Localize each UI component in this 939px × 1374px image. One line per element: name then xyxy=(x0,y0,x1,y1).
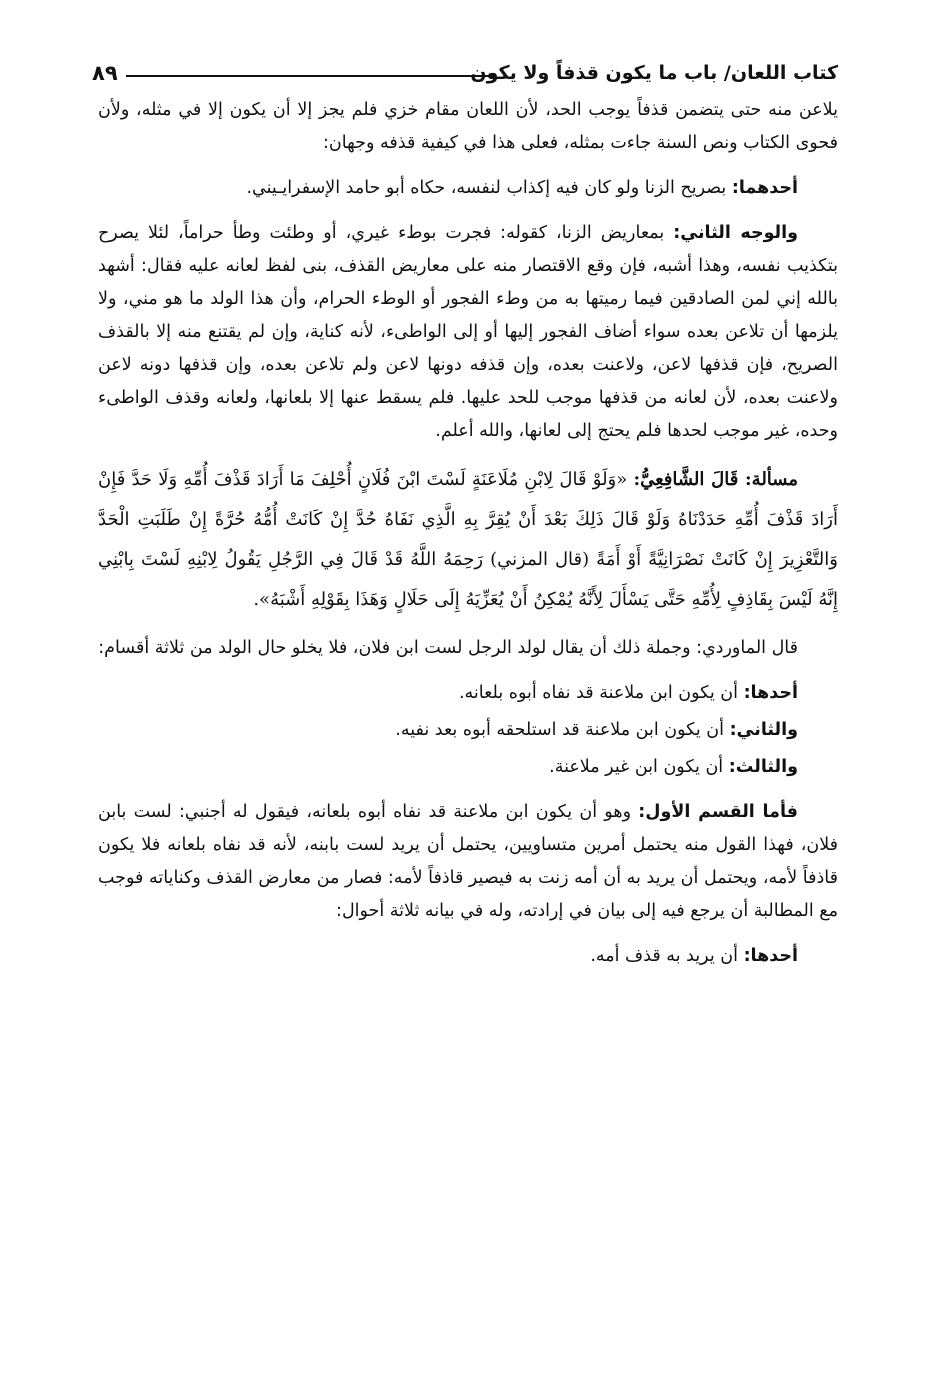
paragraph-text: بصريح الزنا ولو كان فيه إكذاب لنفسه، حكاه أبو حامد الإسفرايـيني. xyxy=(246,178,732,198)
body-text xyxy=(98,94,838,1354)
paragraph-lead: مسألة: قَالَ الشَّافِعِيُّ: xyxy=(633,469,798,490)
paragraph-text: قال الماوردي: وجملة ذلك أن يقال لولد الرجل لست ابن فلان، فلا يخلو حال الولد من ثلاثة أقسام: xyxy=(98,638,798,658)
header-rule xyxy=(126,75,496,77)
page-number: ٨٩ xyxy=(92,61,118,85)
list-item-lead: أحدها: xyxy=(743,946,798,966)
list-item-lead: والثالث: xyxy=(728,757,798,777)
paragraph-text: «وَلَوْ قَالَ لِابْنِ مُلَاعَنَةٍ لَسْتَ ابْنَ فُلَانٍ أُحْلِفَ مَا أَرَادَ قَذْفَ أُمِّهِ وَلَا حَدَّ فَإِنْ أَرَادَ قَذْفَ أُمِّهِ حَدَدْنَاهُ وَلَوْ قَالَ ذَلِكَ بَعْدَ أَنْ يُقِرَّ بِهِ الَّذِي نَفَاهُ حُدَّ إِنْ كَانَتْ أُمُّهُ حُرَّةً إِنْ طَلَبَتِ الْحَدَّ وَالتَّعْزِيرَ إِنْ كَانَتْ نَصْرَانِيَّةً أَوْ أَمَةً (قال المزني) رَحِمَهُ اللَّهُ قَدْ قَالَ فِي الرَّجُلِ يَقُولُ لِابْنِهِ لَسْتَ بِابْنِي إِنَّهُ لَيْسَ بِقَاذِفٍ لِأُمِّهِ حَتَّى يَسْأَلَ لِأَنَّهُ يُمْكِنُ أَنْ يُعَزِّيَهُ إِلَى حَلَالٍ وَهَذَا بِقَوْلِهِ أَشْبَهُ». xyxy=(98,469,838,610)
paragraph-lead: أحدهما: xyxy=(731,178,798,198)
paragraph-lead: والوجه الثاني: xyxy=(673,223,799,243)
list-item xyxy=(98,677,838,710)
paragraph xyxy=(98,94,838,160)
list-item xyxy=(98,714,838,747)
list-item-lead: أحدها: xyxy=(743,683,798,703)
list-item xyxy=(98,751,838,784)
paragraph-text: يلاعن منه حتى يتضمن قذفاً يوجب الحد، لأن اللعان مقام خزي فلم يجز إلا أن يكون إلا في مثله، ولأن فحوى الكتاب ونص السنة جاءت بمثله، فعلى هذا في كيفية قذفه وجهان: xyxy=(98,100,838,153)
paragraph xyxy=(98,172,838,205)
paragraph-lead: فأما القسم الأول: xyxy=(638,802,798,822)
paragraph xyxy=(98,632,838,665)
running-title: كتاب اللعان/ باب ما يكون قذفاً ولا يكون xyxy=(470,62,838,84)
paragraph xyxy=(98,796,838,928)
list-item-lead: والثاني: xyxy=(729,720,798,740)
paragraph xyxy=(98,217,838,448)
page-header xyxy=(92,58,838,88)
paragraph-text: بمعاريض الزنا، كقوله: فجرت بوطء غيري، أو وطئت وطأ حراماً، لئلا يصرح بتكذيب نفسه، وهذا أشبه، فإن وقع الاقتصار منه على معاريض القذف، بنى لفظ لعانه عليه فقال: أشهد بالله إني لمن الصادقين فيما رميتها به من وطء الفجور أو الوطء الحرام، وأن هذا الولد ما هو مني، ولا يلزمها أن تلاعن بعده سواء أضاف الفجور إليها أو إلى الواطىء، لأنه كناية، وإن لم يقتنع منه إلا بالقذف الصريح، فإن قذفها لاعن، ولاعنت بعده، وإن قذفه دونها لاعن ولم تلاعن بعده، وإن قذفها دونه لاعن ولاعنت بعده، لأن لعانه من قذفها موجب للحد عليها. فلم يسقط عنها إلا بلعانها، ولعانه وقذف الواطىء وحده، غير موجب لحدها فلم يحتج إلى لعانها، والله أعلم. xyxy=(98,223,838,441)
list-item-text: أن يريد به قذف أمه. xyxy=(590,946,744,966)
list-item xyxy=(98,940,838,973)
quoted-text xyxy=(98,460,838,620)
list-item-text: أن يكون ابن ملاعنة قد استلحقه أبوه بعد نفيه. xyxy=(395,720,730,740)
list-item-text: أن يكون ابن ملاعنة قد نفاه أبوه بلعانه. xyxy=(458,683,744,703)
list-item-text: أن يكون ابن غير ملاعنة. xyxy=(549,757,729,777)
paragraph-text: وهو أن يكون ابن ملاعنة قد نفاه أبوه بلعانه، فيقول له أجنبي: لست بابن فلان، فهذا القول منه يحتمل أمرين متساويين، يحتمل أن يريد لست بابنه، لأنه قد نفاه بلعانه فلا يكون قاذفاً لأمه، ويحتمل أن يريد به أن أمه زنت به فيصير قاذفاً لأمه: فصار من معارض القذف وكناياته فوجب مع المطالبة أن يرجع فيه إلى بيان في إرادته، وله في بيانه ثلاثة أحوال: xyxy=(98,802,838,921)
